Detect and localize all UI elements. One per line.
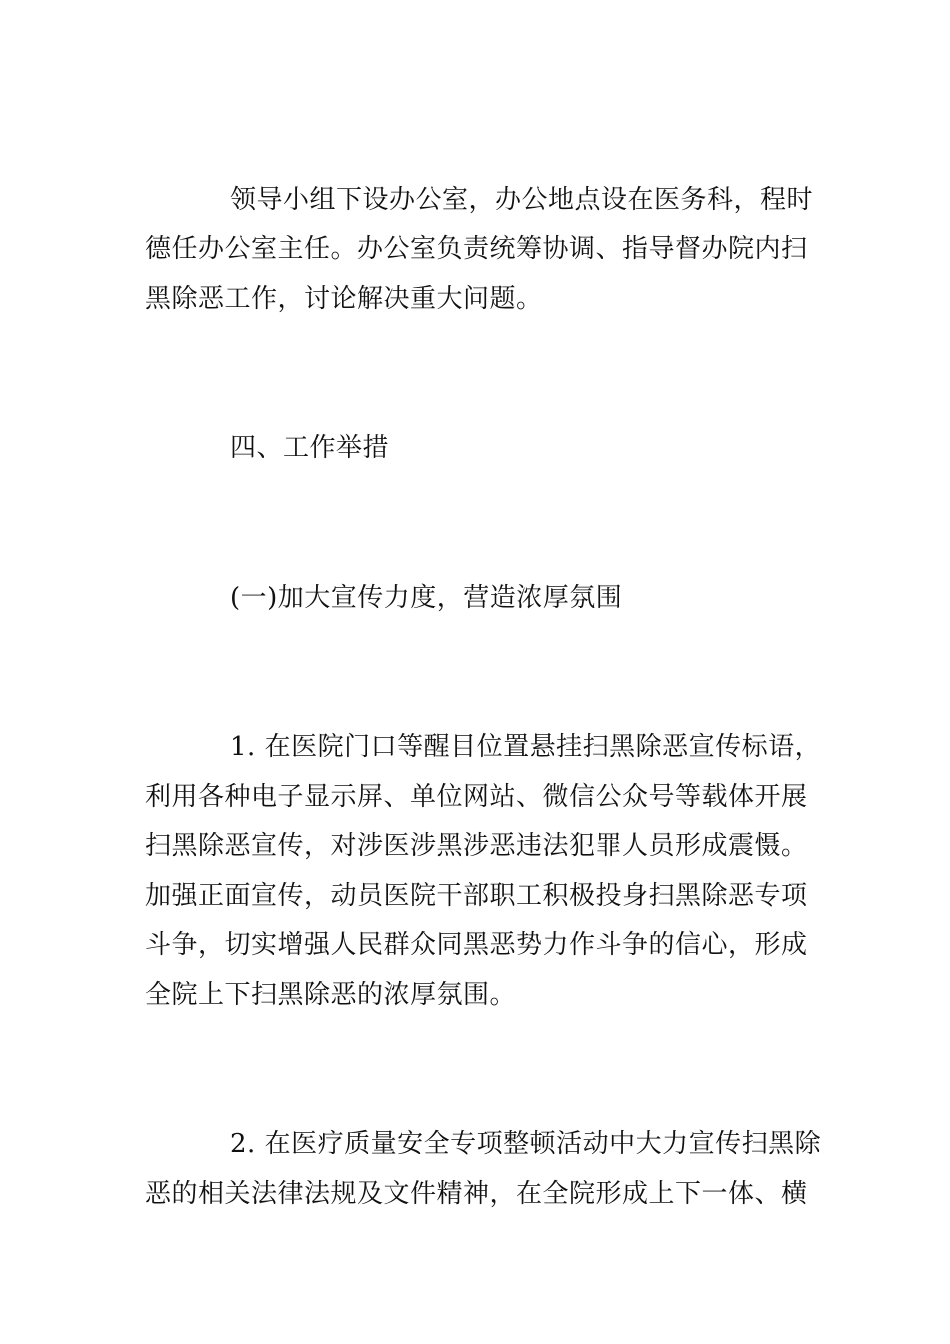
item-one-line-4: 加强正面宣传，动员医院干部职工积极投身扫黑除恶专项 xyxy=(145,881,808,911)
paragraph-office-line-3: 黑除恶工作，讨论解决重大问题。 xyxy=(145,284,543,314)
item-two-line-1: 2. 在医疗质量安全专项整顿活动中大力宣传扫黑除 xyxy=(230,1129,822,1159)
paragraph-office-line-2: 德任办公室主任。办公室负责统筹协调、指导督办院内扫 xyxy=(145,234,808,264)
item-one-line-6: 全院上下扫黑除恶的浓厚氛围。 xyxy=(145,980,517,1010)
item-two-line-2: 恶的相关法律法规及文件精神，在全院形成上下一体、横 xyxy=(145,1179,808,1209)
section-heading-four: 四、工作举措 xyxy=(230,433,390,463)
item-one-line-2: 利用各种电子显示屏、单位网站、微信公众号等载体开展 xyxy=(145,782,808,812)
paragraph-office-line-1: 领导小组下设办公室，办公地点设在医务科，程时 xyxy=(230,185,814,215)
subheading-one: (一)加大宣传力度，营造浓厚氛围 xyxy=(230,583,623,613)
item-one-line-3: 扫黑除恶宣传，对涉医涉黑涉恶违法犯罪人员形成震慑。 xyxy=(145,831,808,861)
item-one-line-1: 1. 在医院门口等醒目位置悬挂扫黑除恶宣传标语， xyxy=(230,732,822,762)
item-one-line-5: 斗争，切实增强人民群众同黑恶势力作斗争的信心，形成 xyxy=(145,930,808,960)
